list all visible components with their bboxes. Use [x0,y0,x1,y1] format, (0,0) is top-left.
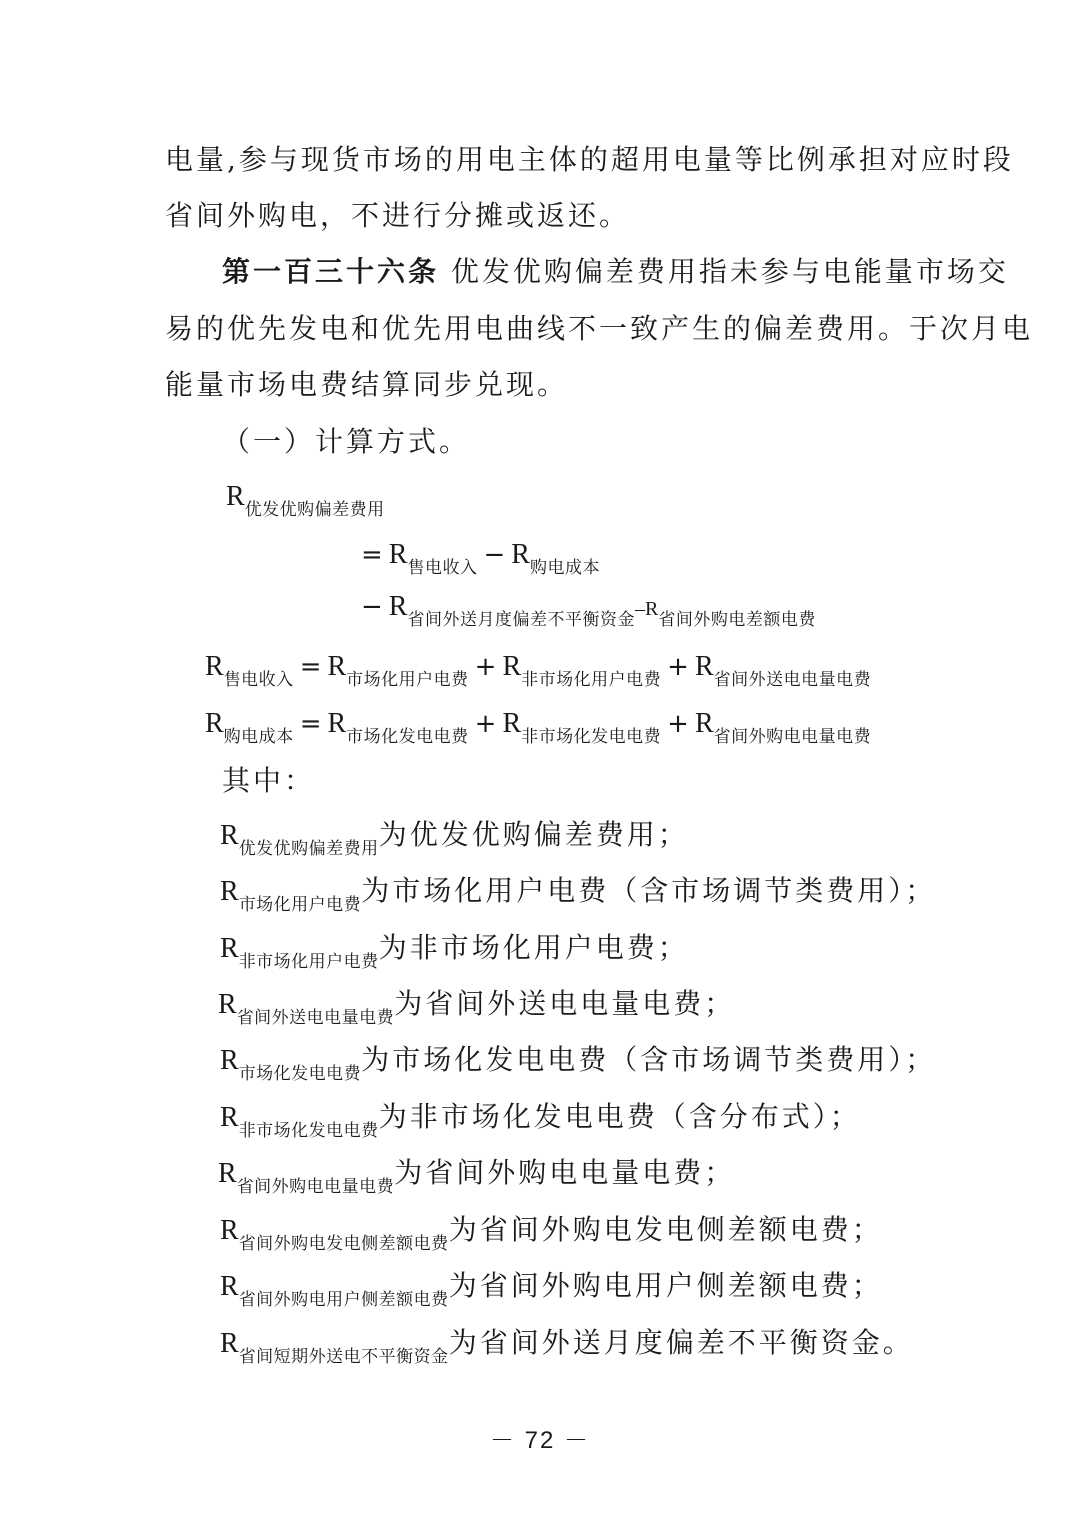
definition-text: 为省间外购电用户侧差额电费； [448,1269,883,1302]
operator: + [474,652,497,682]
definition-item [220,1043,937,1084]
subscript: 省间外送电电量电费 [713,670,872,690]
subscript: 优发优购偏差费用 [244,500,385,520]
formula-1-lhs [226,481,385,520]
symbol-r: R [388,539,408,570]
operator: − [483,540,506,570]
symbol-r: R [502,651,522,682]
where-label [222,764,316,797]
definition-item [220,874,937,915]
formula-1-line-2 [355,539,600,578]
operator: = [299,652,322,682]
symbol-r: R [220,1328,239,1359]
subscript: 省间短期外送电不平衡资金 [238,1347,449,1367]
subscript: 购电成本 [223,727,294,747]
subscript: 市场化用户电费 [346,670,469,690]
subscript: 优发优购偏差费用 [238,839,379,859]
subscript: 省间外购电电量电费 [713,727,872,747]
symbol-r: R [218,989,237,1020]
symbol-r: R [388,591,408,622]
paragraph-line [165,312,1034,345]
symbol-r: R [327,708,347,739]
paragraph-line [165,368,569,401]
operator: + [667,709,689,739]
symbol-r: R [502,708,522,739]
definition-text: 为省间外送月度偏差不平衡资金。 [448,1326,914,1359]
text: 优发优购偏差费用指未参与电能量市场交 [439,255,1009,288]
symbol-r: R [694,708,714,739]
subscript: 售电收入 [223,670,294,690]
symbol-r: R [205,651,224,682]
paragraph-line [165,199,631,232]
subscript: 非市场化发电电费 [521,727,662,747]
symbol-r: R [511,539,530,570]
formula-1-line-3 [355,591,816,630]
operator: – [634,598,645,620]
definition-item [220,1100,861,1141]
operator: + [474,709,497,739]
definition-item [218,987,736,1028]
subscript: 省间外购电发电侧差额电费 [238,1234,449,1254]
text: 其中： [222,764,316,797]
text: 省间外购电，不进行分摊或返还。 [165,199,631,232]
operator: + [667,652,689,682]
definition-text: 为优发优购偏差费用； [378,818,689,851]
operator: = [361,540,383,570]
definition-text: 为市场化用户电费（含市场调节类费用）； [361,874,937,907]
symbol-r: R [220,1102,239,1133]
article-line [222,255,1009,288]
symbol-r: R [220,1215,239,1246]
subscript: 市场化发电电费 [238,1064,362,1084]
definition-item [220,1326,914,1367]
operator: − [361,592,383,622]
symbol-r: R [205,708,224,739]
symbol-r: R [226,481,245,512]
operator: = [299,709,322,739]
subscript: 非市场化用户电费 [238,952,379,972]
subscript: 省间外购电电量电费 [236,1177,395,1197]
definition-item [220,931,689,972]
page-number: － 72 － [489,1427,591,1454]
subscript: 省间外送月度偏差不平衡资金 [407,610,635,630]
definition-item [220,1213,883,1254]
subscript: 省间外购电差额电费 [658,610,816,630]
subscript: 市场化用户电费 [238,895,362,915]
section-heading [222,425,471,458]
text: 能量市场电费结算同步兑现。 [165,368,569,401]
text: 电量,参与现货市场的用电主体的超用电量等比例承担对应时段 [165,143,1014,176]
formula-3 [205,708,872,747]
subscript: 非市场化用户电费 [521,670,662,690]
definition-text: 为非市场化发电电费（含分布式）； [378,1100,861,1133]
subscript: 购电成本 [529,558,600,578]
definition-item [220,818,689,859]
symbol-r: R [220,876,239,907]
text: （一）计算方式。 [222,425,471,458]
symbol-r: R [220,820,239,851]
subscript: 市场化发电电费 [346,727,469,747]
symbol-r: R [220,933,239,964]
definition-text: 为省间外送电电量电费； [394,987,736,1020]
definition-text: 为省间外购电发电侧差额电费； [448,1213,883,1246]
subscript: 非市场化发电电费 [238,1121,379,1141]
paragraph-line [165,143,1014,176]
symbol-r: R [644,598,659,620]
symbol-r: R [220,1045,239,1076]
symbol-r: R [694,651,714,682]
definition-text: 为非市场化用户电费； [378,931,689,964]
subscript: 省间外购电用户侧差额电费 [238,1290,449,1310]
formula-2 [205,651,872,690]
symbol-r: R [327,651,347,682]
definition-text: 为省间外购电电量电费； [394,1156,736,1189]
subscript: 售电收入 [407,558,478,578]
article-title: 第一百三十六条 [222,255,440,288]
definition-item [218,1156,736,1197]
definition-item [220,1269,883,1310]
symbol-r: R [220,1271,239,1302]
text: 易的优先发电和优先用电曲线不一致产生的偏差费用。于次月电 [165,312,1034,345]
definition-text: 为市场化发电电费（含市场调节类费用）； [361,1043,937,1076]
symbol-r: R [218,1158,237,1189]
subscript: 省间外送电电量电费 [236,1008,395,1028]
